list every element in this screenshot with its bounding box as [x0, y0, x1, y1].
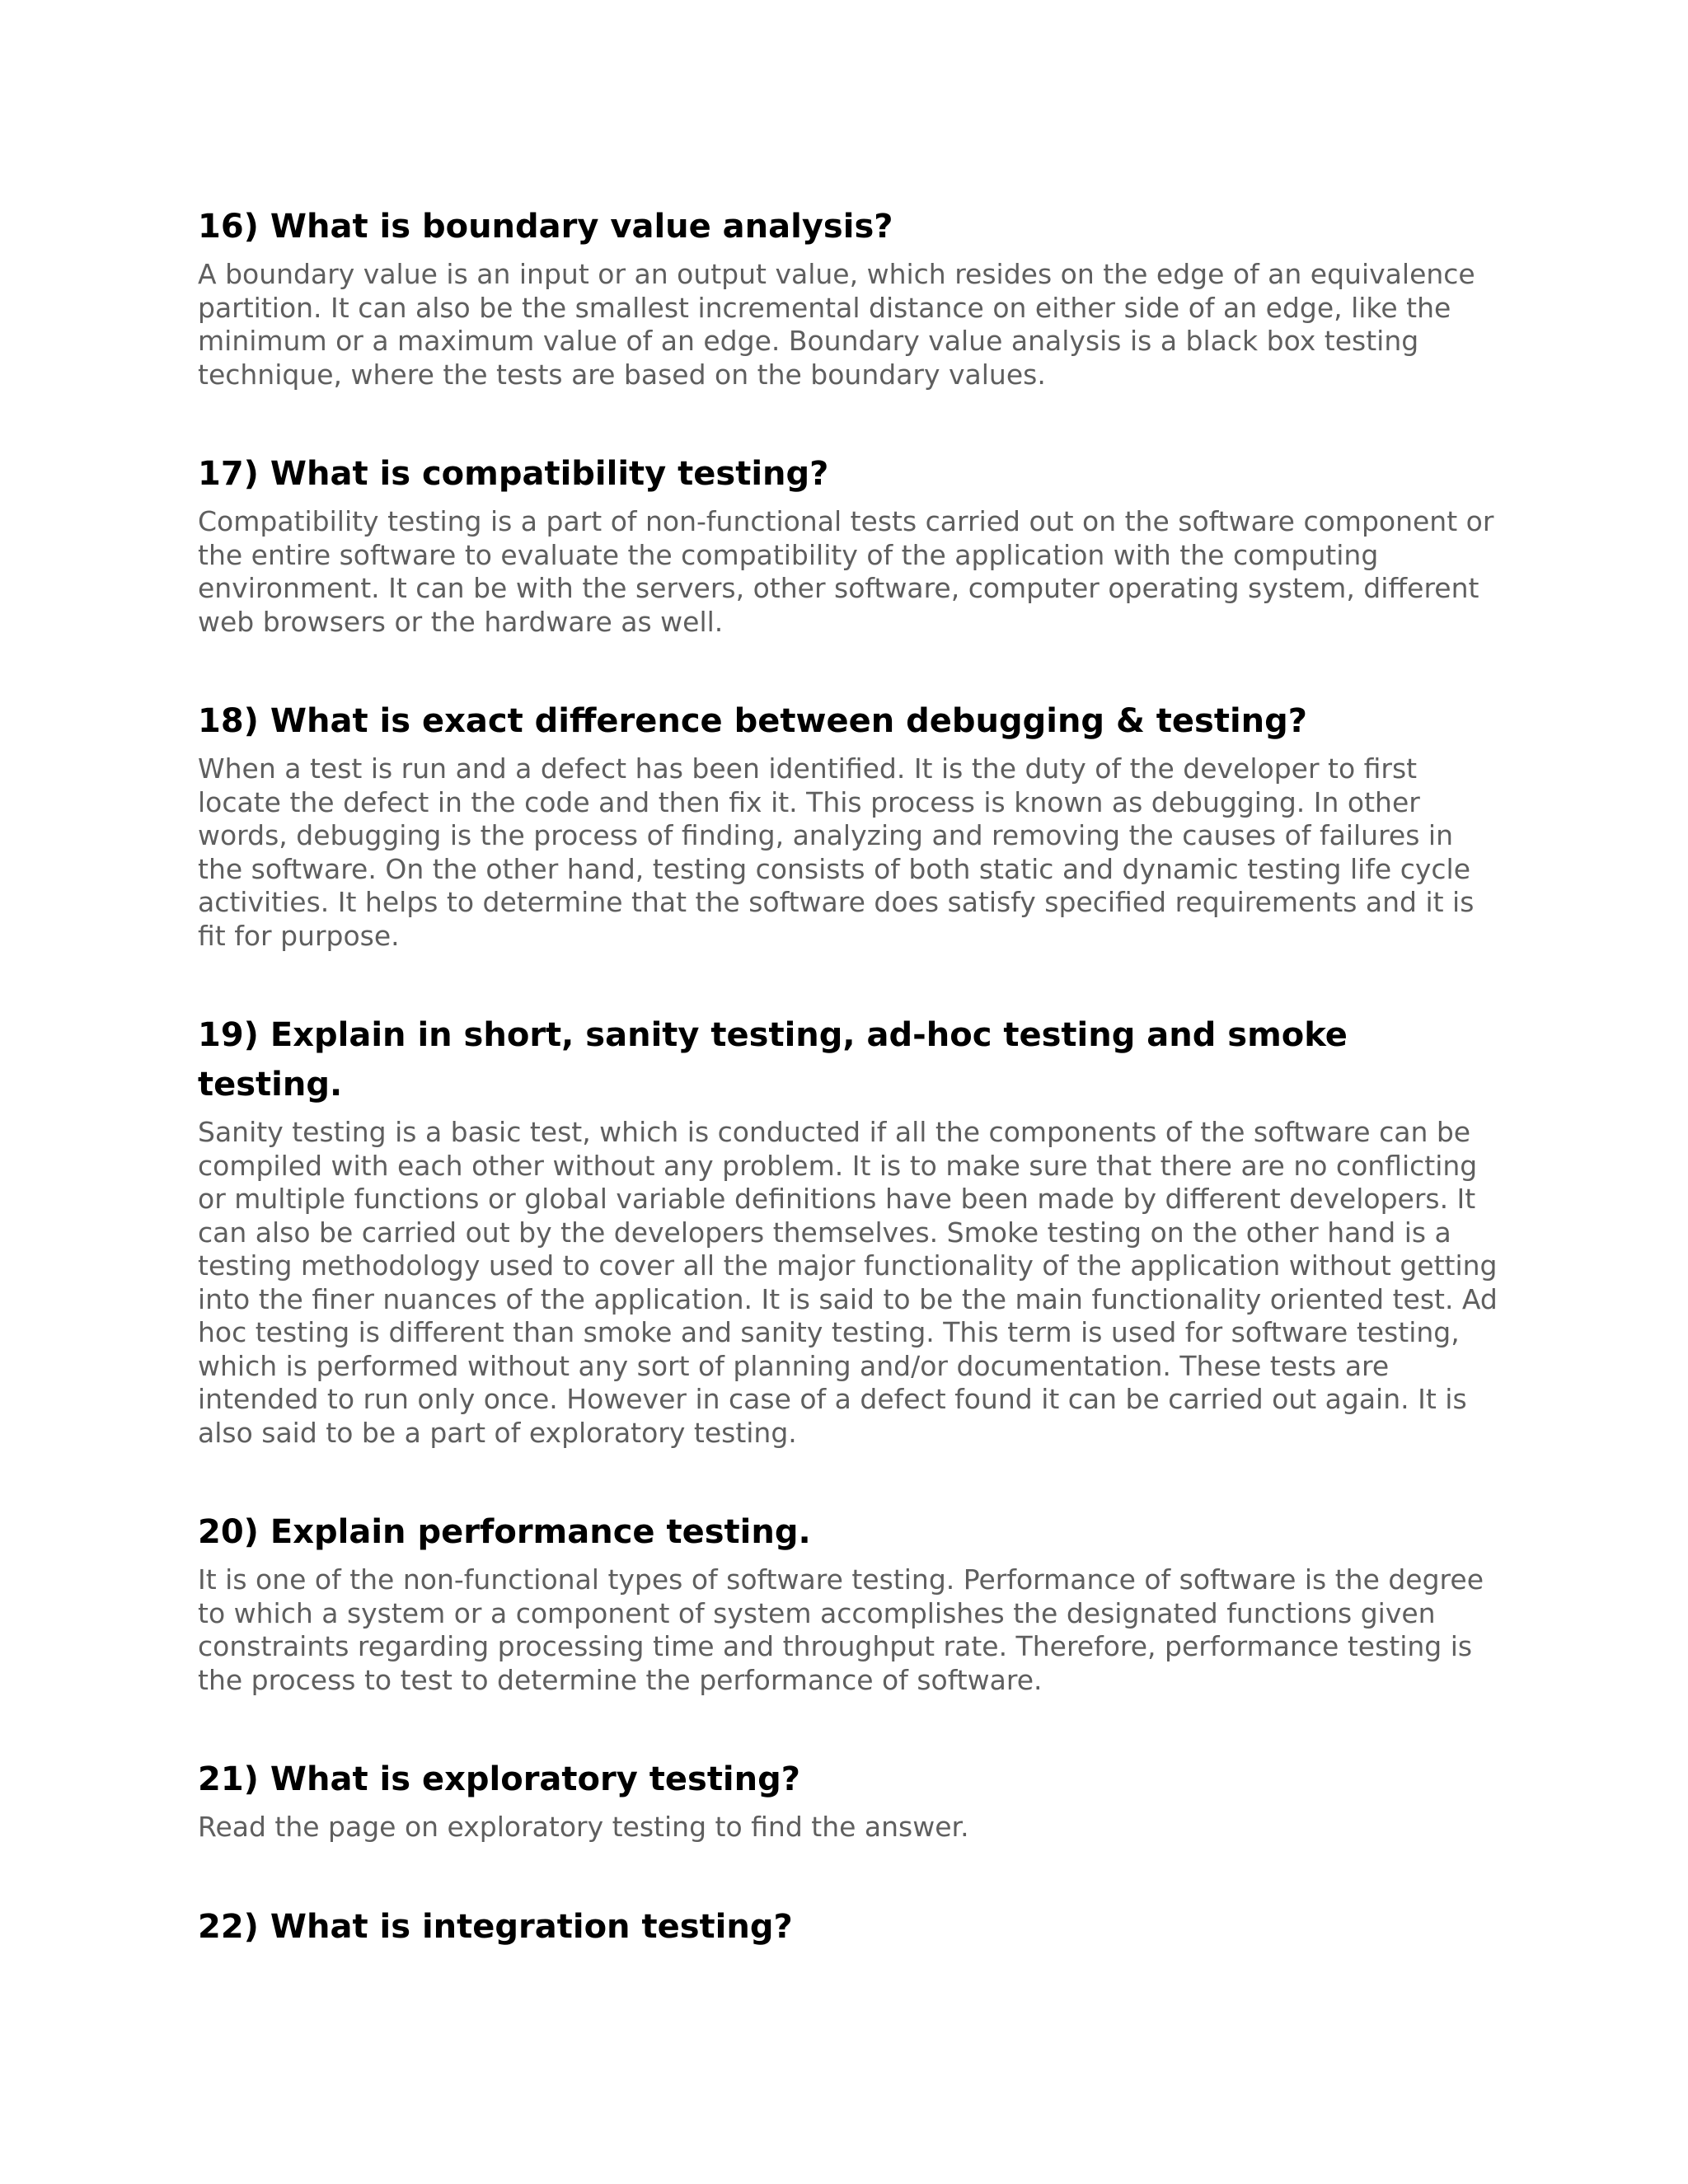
qa-item-22 — [198, 1902, 1500, 1952]
qa-item-21 — [198, 1755, 1500, 1844]
question-heading: 21) What is exploratory testing? — [198, 1760, 800, 1798]
qa-list — [198, 202, 1500, 2009]
qa-item-18 — [198, 696, 1500, 953]
question-heading: 19) Explain in short, sanity testing, ad-hoc testing and smoke testing. — [198, 1016, 1348, 1104]
question-heading: 22) What is integration testing? — [198, 1907, 793, 1946]
answer-text: Sanity testing is a basic test, which is conducted if all the components of the software can be compiled with each other without any problem. It is to make sure that there are no conflicting or multiple functions or global variable definitions have been made by different developers. It can also be carried out by the developers themselves. Smoke testing on the other hand is a testing methodology used to cover all the major functionality of the application without getting into the finer nuances of the application. It is said to be the main functionality oriented test. Ad hoc testing is different than smoke and sanity testing. This term is used for software testing, which is performed without any sort of planning and/or documentation. These tests are intended to run only once. However in case of a defect found it can be carried out again. It is also said to be a part of exploratory testing. — [198, 1116, 1498, 1449]
answer-text: When a test is run and a defect has been identified. It is the duty of the developer to first locate the defect in the code and then fix it. This process is known as debugging. In other words, debugging is the process of finding, analyzing and removing the causes of failures in the software. On the other hand, testing consists of both static and dynamic testing life cycle activities. It helps to determine that the software does satisfy specified requirements and it is fit for purpose. — [198, 752, 1475, 952]
qa-item-17 — [198, 449, 1500, 639]
question-heading: 18) What is exact difference between debugging & testing? — [198, 702, 1307, 740]
answer-text: It is one of the non-functional types of software testing. Performance of software is the degree to which a system or a component of system accomplishes the designated functions given constraints regarding processing time and throughput rate. Therefore, performance testing is the process to test to determine the performance of software. — [198, 1563, 1484, 1696]
answer-text: Read the page on exploratory testing to find the answer. — [198, 1811, 969, 1843]
qa-item-16 — [198, 202, 1500, 391]
question-heading: 17) What is compatibility testing? — [198, 455, 829, 493]
question-heading: 20) Explain performance testing. — [198, 1513, 811, 1551]
question-heading: 16) What is boundary value analysis? — [198, 208, 893, 246]
answer-text: Compatibility testing is a part of non-functional tests carried out on the software component or the entire software to evaluate the compatibility of the application with the computing environment. It can be with the servers, other software, computer operating system, different web browsers or the hardware as well. — [198, 505, 1494, 638]
qa-item-20 — [198, 1507, 1500, 1697]
qa-item-19 — [198, 1010, 1500, 1450]
answer-text: A boundary value is an input or an output value, which resides on the edge of an equivalence partition. It can also be the smallest incremental distance on either side of an edge, like the minimum or a maximum value of an edge. Boundary value analysis is a black box testing technique, where the tests are based on the boundary values. — [198, 258, 1475, 391]
